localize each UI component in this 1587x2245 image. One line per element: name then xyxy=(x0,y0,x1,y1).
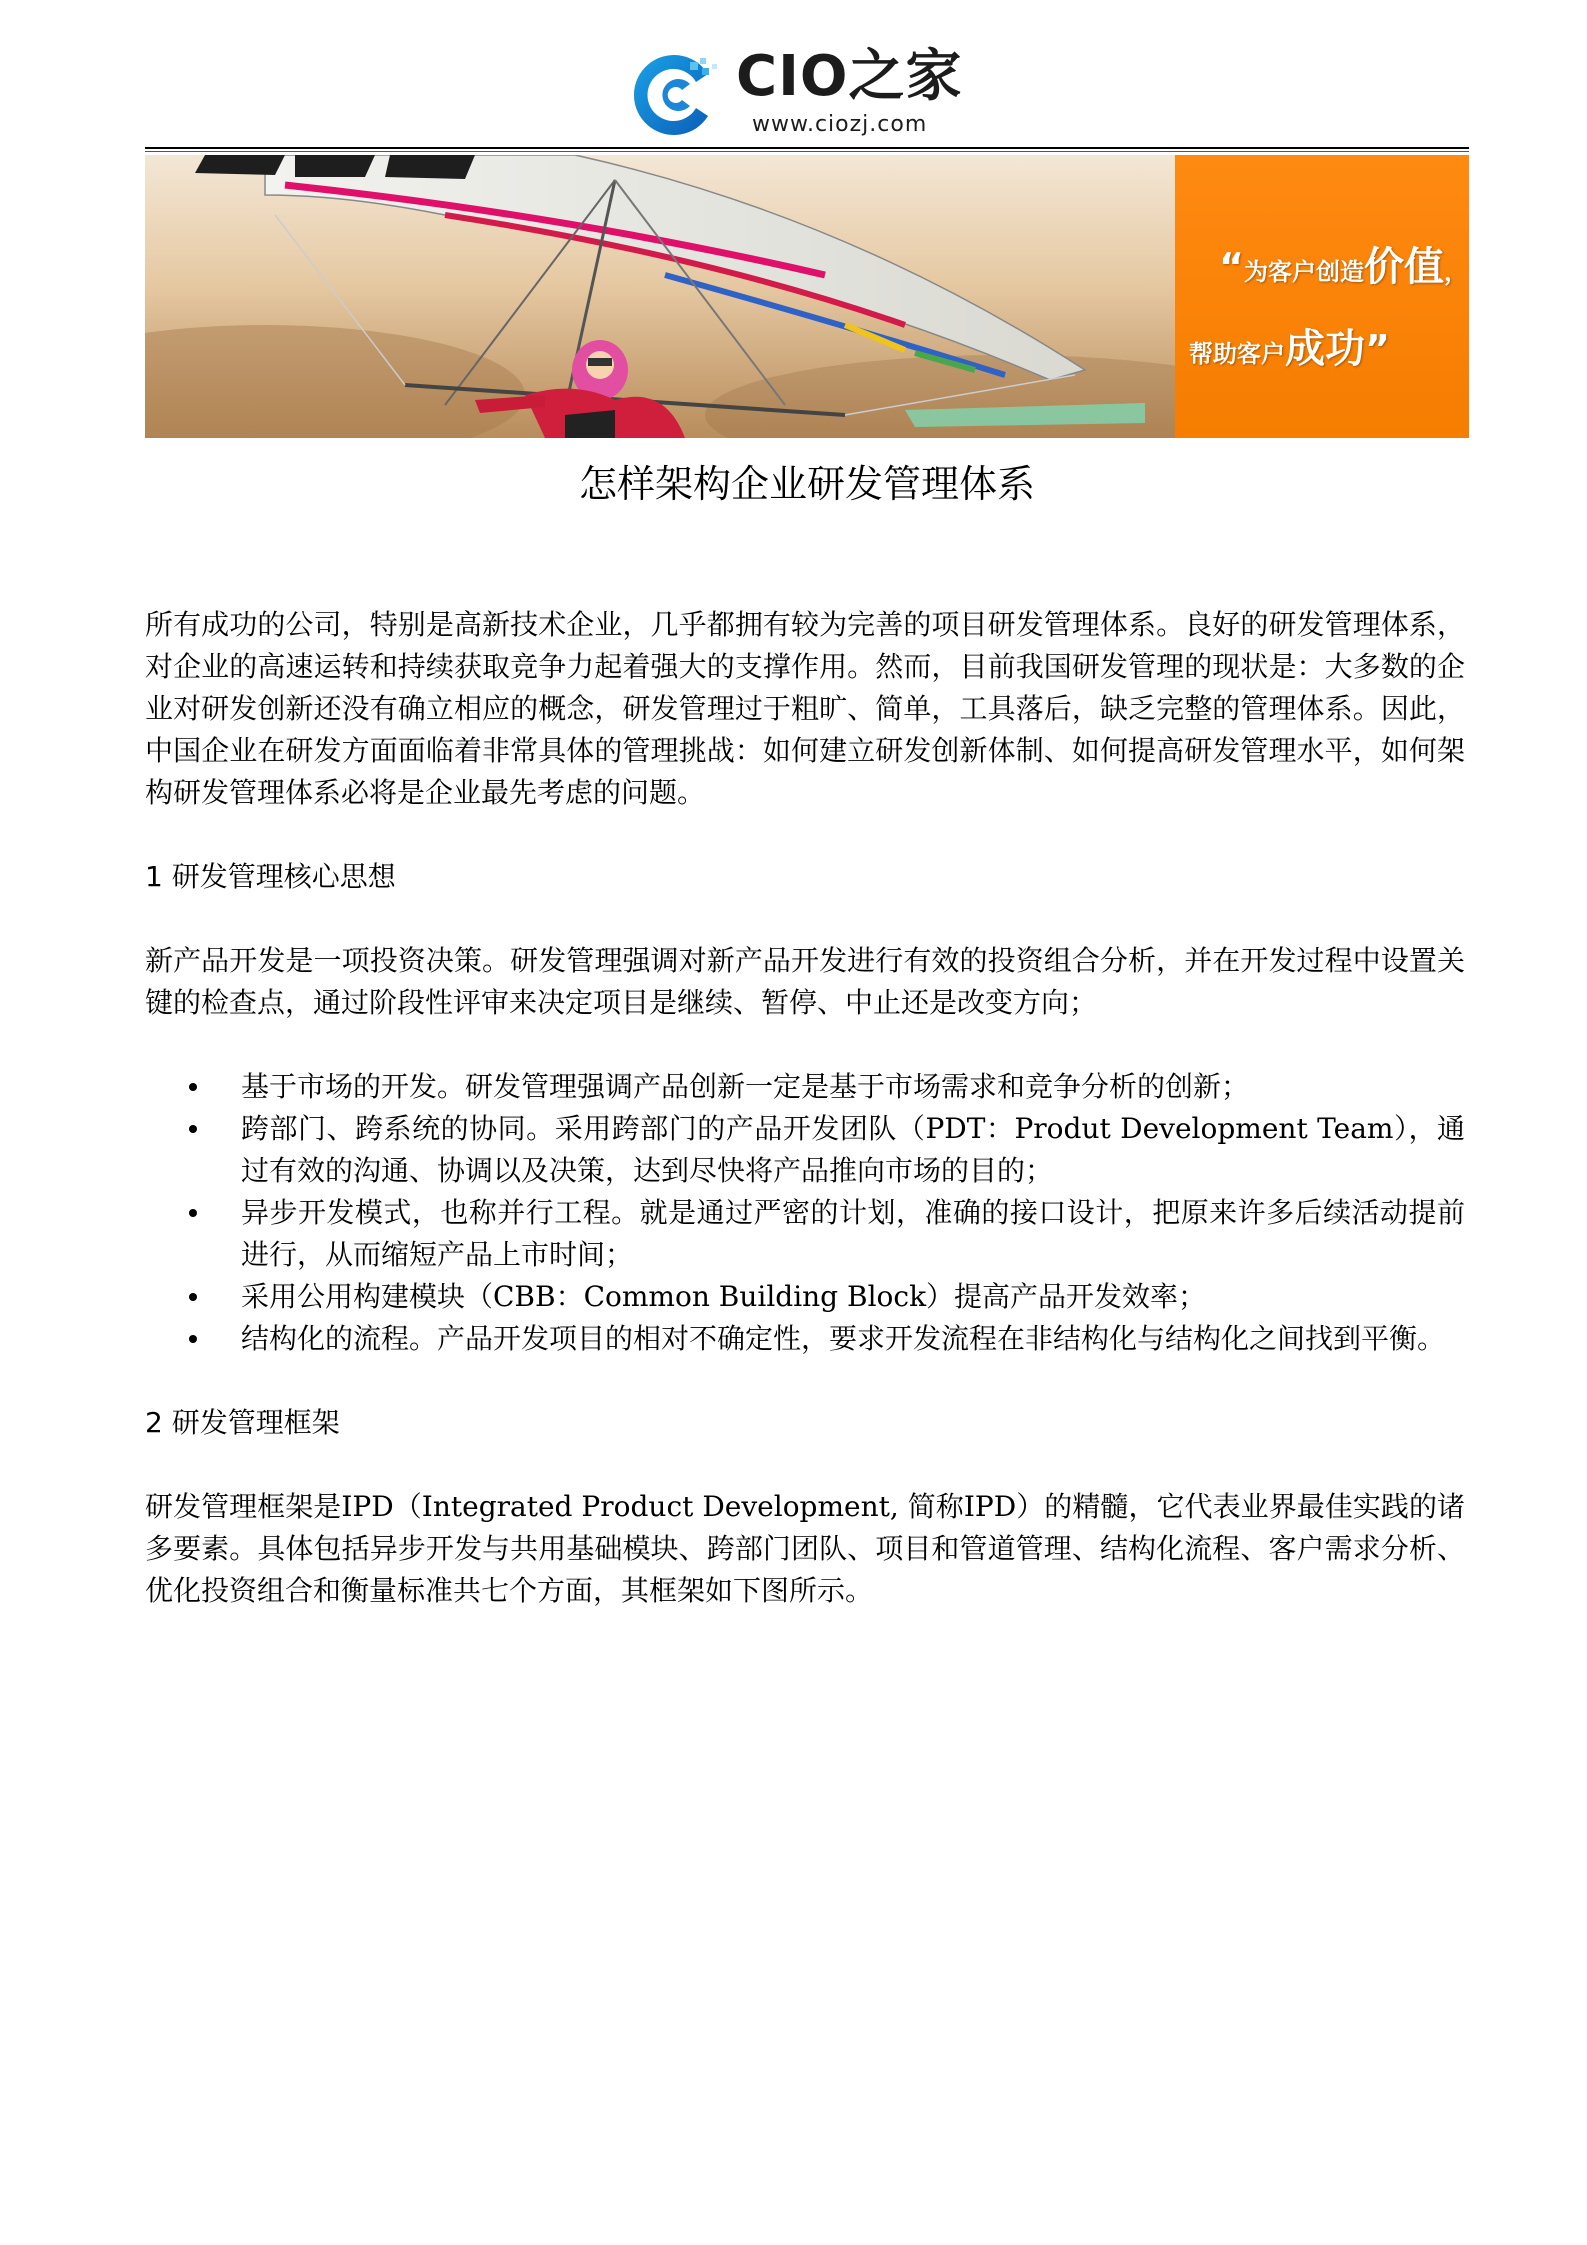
list-item-text: 采用公用构建模块（CBB：Common Building Block）提高产品开发效率； xyxy=(241,1280,1207,1313)
intro-paragraph: 所有成功的公司，特别是高新技术企业，几乎都拥有较为完善的项目研发管理体系。良好的研发管理体系，对企业的高速运转和持续获取竞争力起着强大的支撑作用。然而，目前我国研发管理的现状是：大多数的企业对研发创新还没有确立相应的概念，研发管理过于粗旷、简单，工具落后，缺乏完整的管理体系。因此，中国企业在研发方面面临着非常具体的管理挑战：如何建立研发创新体制、如何提高研发管理水平，如何架构研发管理体系必将是企业最先考虑的问题。 xyxy=(145,608,1465,809)
section-2-paragraph: 研发管理框架是IPD（Integrated Product Development, 简称IPD）的精髓，它代表业界最佳实践的诸多要素。具体包括异步开发与共用基础模块、跨部门团队、项目和管道管理、结构化流程、客户需求分析、优化投资组合和衡量标准共七个方面，其框架如下图所示。 xyxy=(145,1490,1465,1607)
section-1-heading: 1 研发管理核心思想 xyxy=(145,860,396,893)
slogan-quote-close: ” xyxy=(1365,327,1390,371)
section-2-heading: 2 研发管理框架 xyxy=(145,1406,340,1439)
section-1-bullet-list xyxy=(145,1066,1465,1360)
slogan-quote-open: “ xyxy=(1219,245,1244,289)
site-logo xyxy=(628,40,988,144)
document-title: 怎样架构企业研发管理体系 xyxy=(578,462,1035,506)
logo-name: CIO之家 xyxy=(736,44,963,109)
document-body xyxy=(145,604,1465,1654)
logo-url: www.ciozj.com xyxy=(752,112,928,137)
list-item xyxy=(241,1066,1465,1108)
slogan-line-1-emph: 价值 xyxy=(1363,244,1444,290)
slogan-line-2-prefix: 帮助客户 xyxy=(1189,340,1285,368)
bullet-icon xyxy=(189,1083,197,1091)
banner xyxy=(145,155,1469,438)
list-item xyxy=(241,1108,1465,1192)
list-item-text: 跨部门、跨系统的协同。采用跨部门的产品开发团队（PDT：Produt Development Team），通过有效的沟通、协调以及决策，达到尽快将产品推向市场的目的； xyxy=(241,1112,1465,1187)
slogan-comma: ， xyxy=(1443,258,1468,286)
header-rule-thin xyxy=(145,151,1469,152)
banner-slogan xyxy=(1175,155,1469,438)
bullet-icon xyxy=(189,1209,197,1217)
bullet-icon xyxy=(189,1293,197,1301)
ciozj-logo-icon xyxy=(628,44,728,144)
bullet-icon xyxy=(189,1125,197,1133)
list-item-text: 基于市场的开发。研发管理强调产品创新一定是基于市场需求和竞争分析的创新； xyxy=(241,1070,1250,1103)
slogan-line-1 xyxy=(1219,235,1468,292)
list-item xyxy=(241,1276,1465,1318)
slogan-line-2-emph: 成功 xyxy=(1285,326,1365,372)
list-item xyxy=(241,1318,1465,1360)
section-1-paragraph: 新产品开发是一项投资决策。研发管理强调对新产品开发进行有效的投资组合分析，并在开发过程中设置关键的检查点，通过阶段性评审来决定项目是继续、暂停、中止还是改变方向； xyxy=(145,944,1465,1019)
list-item-text: 结构化的流程。产品开发项目的相对不确定性，要求开发流程在非结构化与结构化之间找到平衡。 xyxy=(241,1322,1446,1355)
list-item-text: 异步开发模式，也称并行工程。就是通过严密的计划，准确的接口设计，把原来许多后续活动提前进行，从而缩短产品上市时间； xyxy=(241,1196,1465,1271)
header-rule xyxy=(145,147,1469,149)
bullet-icon xyxy=(189,1335,197,1343)
list-item xyxy=(241,1192,1465,1276)
slogan-line-1-prefix: 为客户创造 xyxy=(1243,258,1364,286)
hang-glider-photo xyxy=(145,155,1175,438)
slogan-line-2 xyxy=(1189,317,1390,374)
